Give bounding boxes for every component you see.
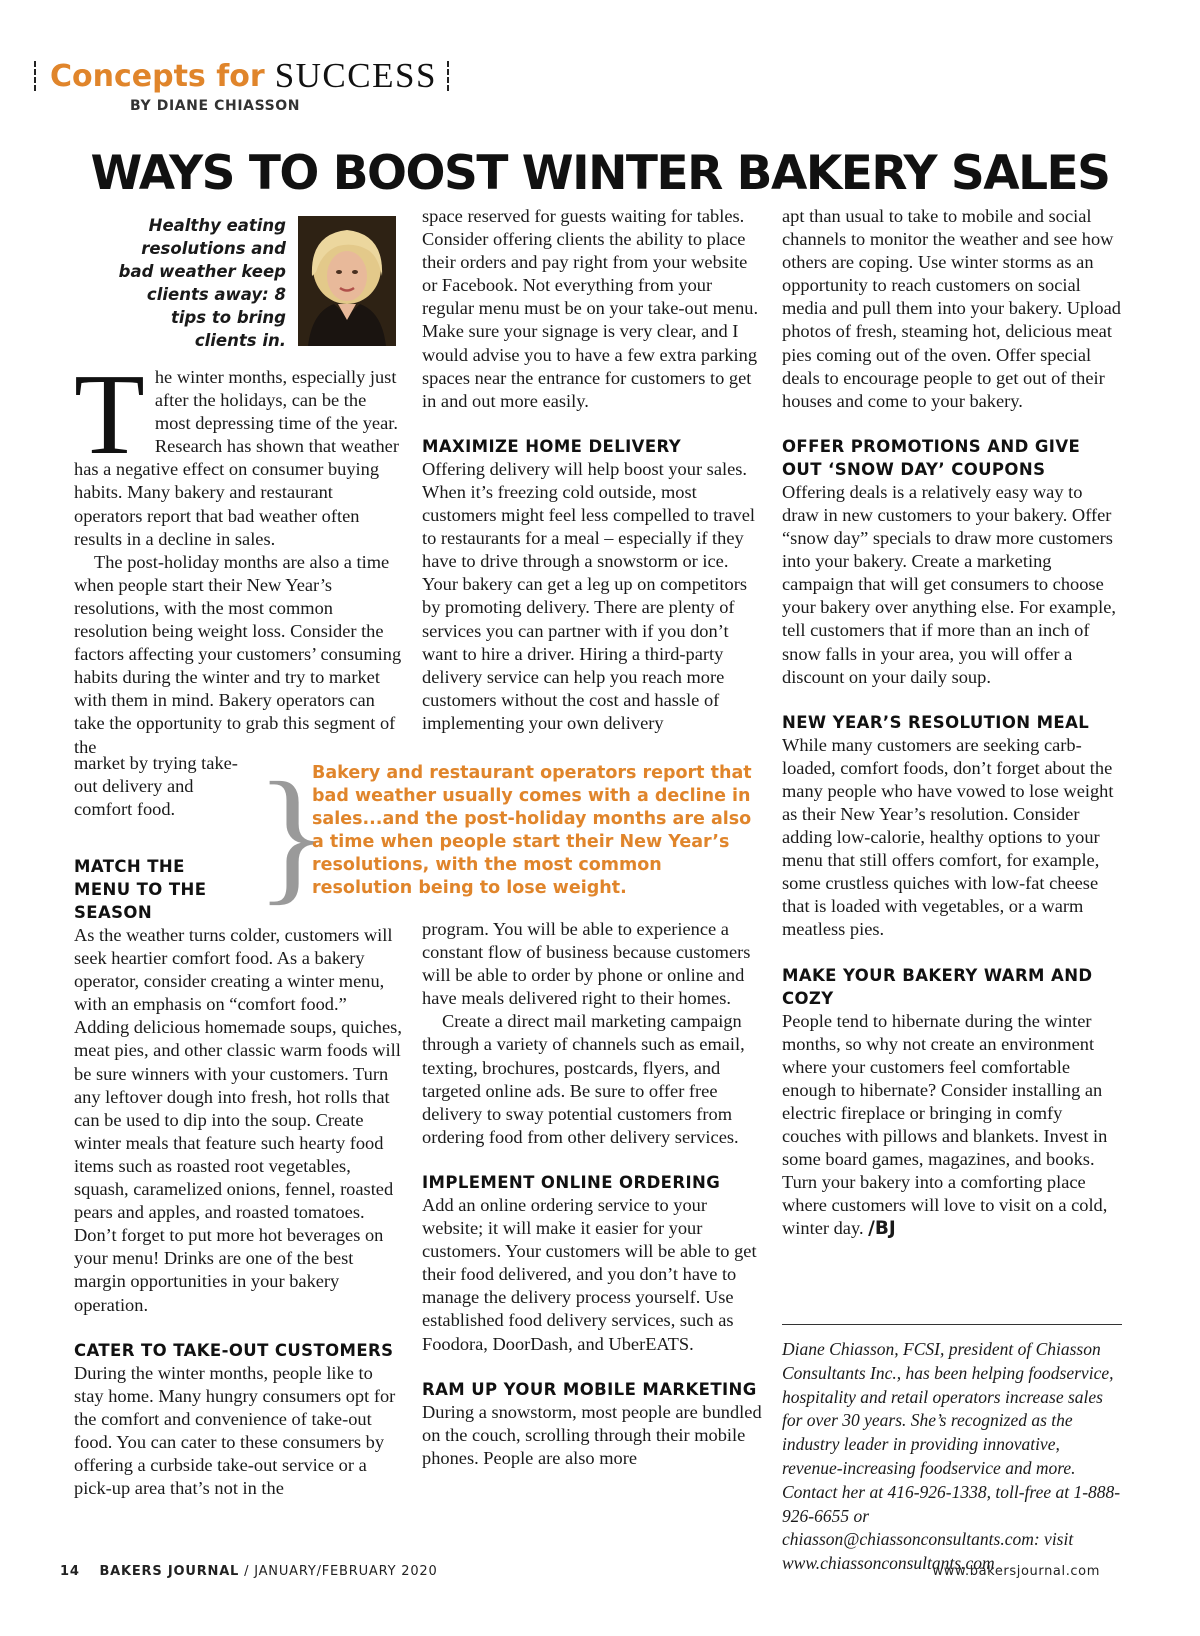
column-name-success: SUCCESS	[274, 56, 437, 95]
intro-paragraph-2: The post-holiday months are also a time when people start their New Year’s resolutions, with the most common resolution being weight loss. Consider the factors affecting your customers’ consuming habits during the winter and try to market with them in mind. Bakery operators can take the opportunity to grab this segment of the	[74, 551, 402, 757]
section-body-mobile: During a snowstorm, most people are bundled on the couch, scrolling through their mobile phones. People are also more	[422, 1401, 762, 1468]
author-portrait-icon	[298, 216, 396, 346]
brace-icon: }	[256, 752, 328, 918]
header-divider-right	[447, 61, 451, 91]
section-body-promotions: Offering deals is a relatively easy way to draw in new customers to your bakery. Offer “snow day” specials to draw more customers into your bakery. Create a marketing campaign that will get consumers to choose your bakery over anything else. For example, tell customers that if more than an inch of snow falls in your area, you will offer a discount on your daily soup.	[782, 481, 1116, 687]
section-body-takeout-cont: space reserved for guests waiting for tables. Consider offering clients the ability to place their orders and pay right from your website or Facebook. Not everything from your regular menu must be on your take-out menu. Make sure your signage is very clear, and I would advise you to have a few extra parking spaces near the entrance for customers to get in and out more easily.	[422, 206, 759, 411]
footer-website[interactable]: www.bakersjournal.com	[932, 1564, 1100, 1579]
intro-text-continued	[74, 752, 244, 821]
section-body-takeout: During the winter months, people like to stay home. Many hungry consumers opt for the comfort and convenience of take-out food. You can cater to these consumers by offering a curbside take-out service or a pick-up area that’s not in the	[74, 1362, 396, 1499]
section-heading-takeout: CATER TO TAKE-OUT CUSTOMERS	[74, 1340, 394, 1360]
column-3	[782, 205, 1122, 1240]
section-heading-menu: MATCH THE MENU TO THE SEASON	[74, 857, 207, 922]
section-body-online: Add an online ordering service to your website; it will make it easier for your customers. Your customers will be able to get their food delivered, and you don’t have to manage the delivery process yourself. Use established food delivery services, such as Foodora, DoorDash, and UberEATS.	[422, 1194, 757, 1354]
header-divider-left	[34, 61, 38, 91]
intro-paragraph-2-cont: market by trying take-out delivery and comfort food.	[74, 753, 238, 820]
section-body-resolution: While many customers are seeking carb-loaded, comfort foods, don’t forget about the many people who have vowed to lose weight as their New Year’s resolution. Consider adding low-calorie, healthy options to your menu that still offers comfort, for example, some crustless quiches with low-fat cheese that is loaded with vegetables, or a warm meatless pies.	[782, 734, 1114, 940]
pull-quote: Bakery and restaurant operators report that bad weather usually comes with a decline in sales...and the post-holiday months are also a time when people start their New Year’s resolutions, with the most common resolution being to lose weight.	[312, 763, 752, 899]
section-heading-delivery: MAXIMIZE HOME DELIVERY	[422, 436, 682, 456]
section-heading-cozy: MAKE YOUR BAKERY WARM AND COZY	[782, 965, 1093, 1008]
column-2-bottom	[422, 918, 762, 1470]
section-body-delivery: Offering delivery will help boost your sales. When it’s freezing cold outside, most customers might feel less compelled to travel to restaurants for a meal – especially if they have to drive through a snowstorm or ice. Your bakery can get a leg up on competitors by promoting delivery. There are plenty of services you can partner with if you don’t want to hire a driver. Hiring a third-party delivery service can help you reach more customers without the cost and hassle of implementing your own delivery	[422, 458, 755, 733]
magazine-name: BAKERS JOURNAL	[99, 1564, 240, 1579]
byline: BY DIANE CHIASSON	[130, 98, 301, 114]
section-body-menu: As the weather turns colder, customers will seek heartier comfort food. As a bakery operator, consider creating a winter menu, with an emphasis on “comfort food.” Adding delicious homemade soups, quiches, meat pies, and other classic warm foods will be sure winners with your customers. Turn any leftover dough into fresh, hot rolls that can be used to dip into the soup. Create winter meals that feature such hearty food items such as roasted root vegetables, squash, caramelized onions, fennel, roasted pears and apples, and roasted tomatoes. Don’t forget to put more hot beverages on your menu! Drinks are one of the best margin opportunities in your bakery operation.	[74, 925, 402, 1315]
page-number: 14	[60, 1564, 80, 1579]
column-1-sections	[74, 855, 404, 1500]
column-name-concepts: Concepts for	[50, 58, 265, 94]
signoff: /BJ	[868, 1218, 896, 1240]
drop-cap: T	[74, 351, 145, 479]
teaser: Healthy eating resolutions and bad weather keep clients away: 8 tips to bring clients in.	[118, 216, 286, 350]
section-body-mobile-cont: apt than usual to take to mobile and social channels to monitor the weather and see how others are coping. Use winter storms as an opportunity to reach customers on social media and pull them into your bakery. Upload photos of fresh, steaming hot, delicious meat pies coming out of the oven. Offer special deals to encourage people to get out of their houses and come to your bakery.	[782, 206, 1121, 411]
section-heading-online: IMPLEMENT ONLINE ORDERING	[422, 1172, 721, 1192]
intro-text	[74, 351, 404, 759]
section-body-delivery-cont: program. You will be able to experience a constant flow of business because customers will be able to order by phone or online and have meals delivered right to their homes.	[422, 919, 751, 1009]
column-2-top	[422, 205, 762, 735]
column-header	[34, 56, 451, 96]
section-heading-promotions: OFFER PROMOTIONS AND GIVE OUT ‘SNOW DAY’ COUPONS	[782, 436, 1081, 479]
author-photo	[298, 216, 396, 346]
headline: WAYS TO BOOST WINTER BAKERY SALES	[90, 146, 1110, 201]
footer-folio	[60, 1564, 438, 1579]
section-heading-resolution: NEW YEAR’S RESOLUTION MEAL	[782, 712, 1090, 732]
author-bio: Diane Chiasson, FCSI, president of Chiasson Consultants Inc., has been helping foodservice, hospitality and retail operators increase sales for over 30 years. She’s recognized as the industry leader in providing innovative, revenue-increasing foodservice and more. Contact her at 416-926-1338, toll-free at 1-888-926-6655 or chiasson@chiassonconsultants.com: visit www.chiassonconsultants.com	[782, 1339, 1121, 1574]
bio-divider	[782, 1324, 1122, 1325]
issue-date: / JANUARY/FEBRUARY 2020	[244, 1564, 438, 1579]
cozy-body-text: People tend to hibernate during the winter months, so why not create an environment where your customers feel comfortable enough to hibernate? Consider installing an electric fireplace or bringing in comfy couches with pillows and blankets. Invest in some board games, magazines, and books. Turn your bakery into a comforting place where customers will love to visit on a cold, winter day.	[782, 1010, 1108, 1239]
section-body-cozy	[782, 1010, 1122, 1241]
section-heading-mobile: RAM UP YOUR MOBILE MARKETING	[422, 1379, 757, 1399]
intro-paragraph-1: he winter months, especially just after the holidays, can be the most depressing time of the year. Research has shown that weather has a negative effect on consumer buying habits. Many bakery and restaurant operators report that bad weather often results in a decline in sales.	[74, 367, 399, 549]
section-body-delivery-2: Create a direct mail marketing campaign through a variety of channels such as email, texting, brochures, postcards, flyers, and targeted online ads. Be sure to offer free delivery to sway potential customers from ordering food from other delivery services.	[422, 1011, 745, 1147]
